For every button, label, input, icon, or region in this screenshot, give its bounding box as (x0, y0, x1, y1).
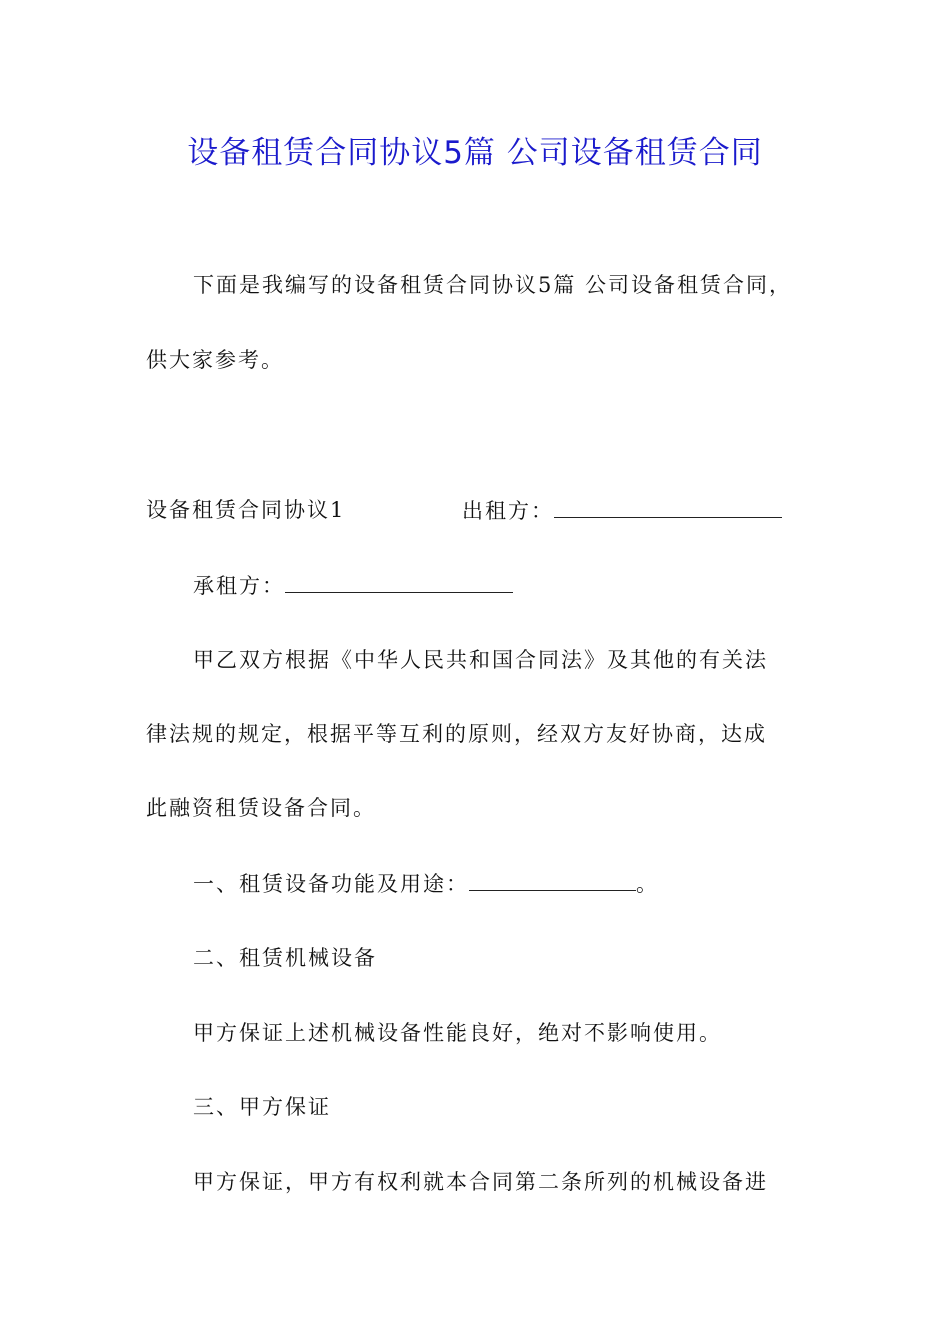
paragraph-1-line-1: 甲乙双方根据《中华人民共和国合同法》及其他的有关法 (193, 648, 768, 672)
item-2-heading: 二、租赁机械设备 (193, 946, 377, 970)
lessee-blank-line (285, 568, 513, 593)
document-title: 设备租赁合同协议5篇 公司设备租赁合同 (187, 135, 763, 171)
lessee-label: 承租方： (193, 574, 285, 598)
item-1-suffix: 。 (636, 872, 659, 896)
lessee-field (193, 568, 513, 603)
lessor-field (462, 493, 782, 528)
item-1-blank-line (469, 866, 636, 891)
item-3-text: 甲方保证，甲方有权利就本合同第二条所列的机械设备进 (193, 1170, 768, 1194)
intro-line-1: 下面是我编写的设备租赁合同协议5篇 公司设备租赁合同， (193, 273, 793, 297)
agreement-heading: 设备租赁合同协议1 (146, 498, 346, 522)
paragraph-1-line-3: 此融资租赁设备合同。 (146, 796, 376, 820)
item-1 (193, 866, 659, 901)
lessor-label: 出租方： (462, 499, 554, 523)
item-1-label: 一、租赁设备功能及用途： (193, 872, 469, 896)
item-3-heading: 三、甲方保证 (193, 1095, 331, 1119)
lessor-blank-line (554, 493, 782, 518)
paragraph-1-line-2: 律法规的规定，根据平等互利的原则，经双方友好协商，达成 (146, 722, 767, 746)
item-2-text: 甲方保证上述机械设备性能良好，绝对不影响使用。 (193, 1021, 722, 1045)
intro-line-2: 供大家参考。 (146, 348, 284, 372)
